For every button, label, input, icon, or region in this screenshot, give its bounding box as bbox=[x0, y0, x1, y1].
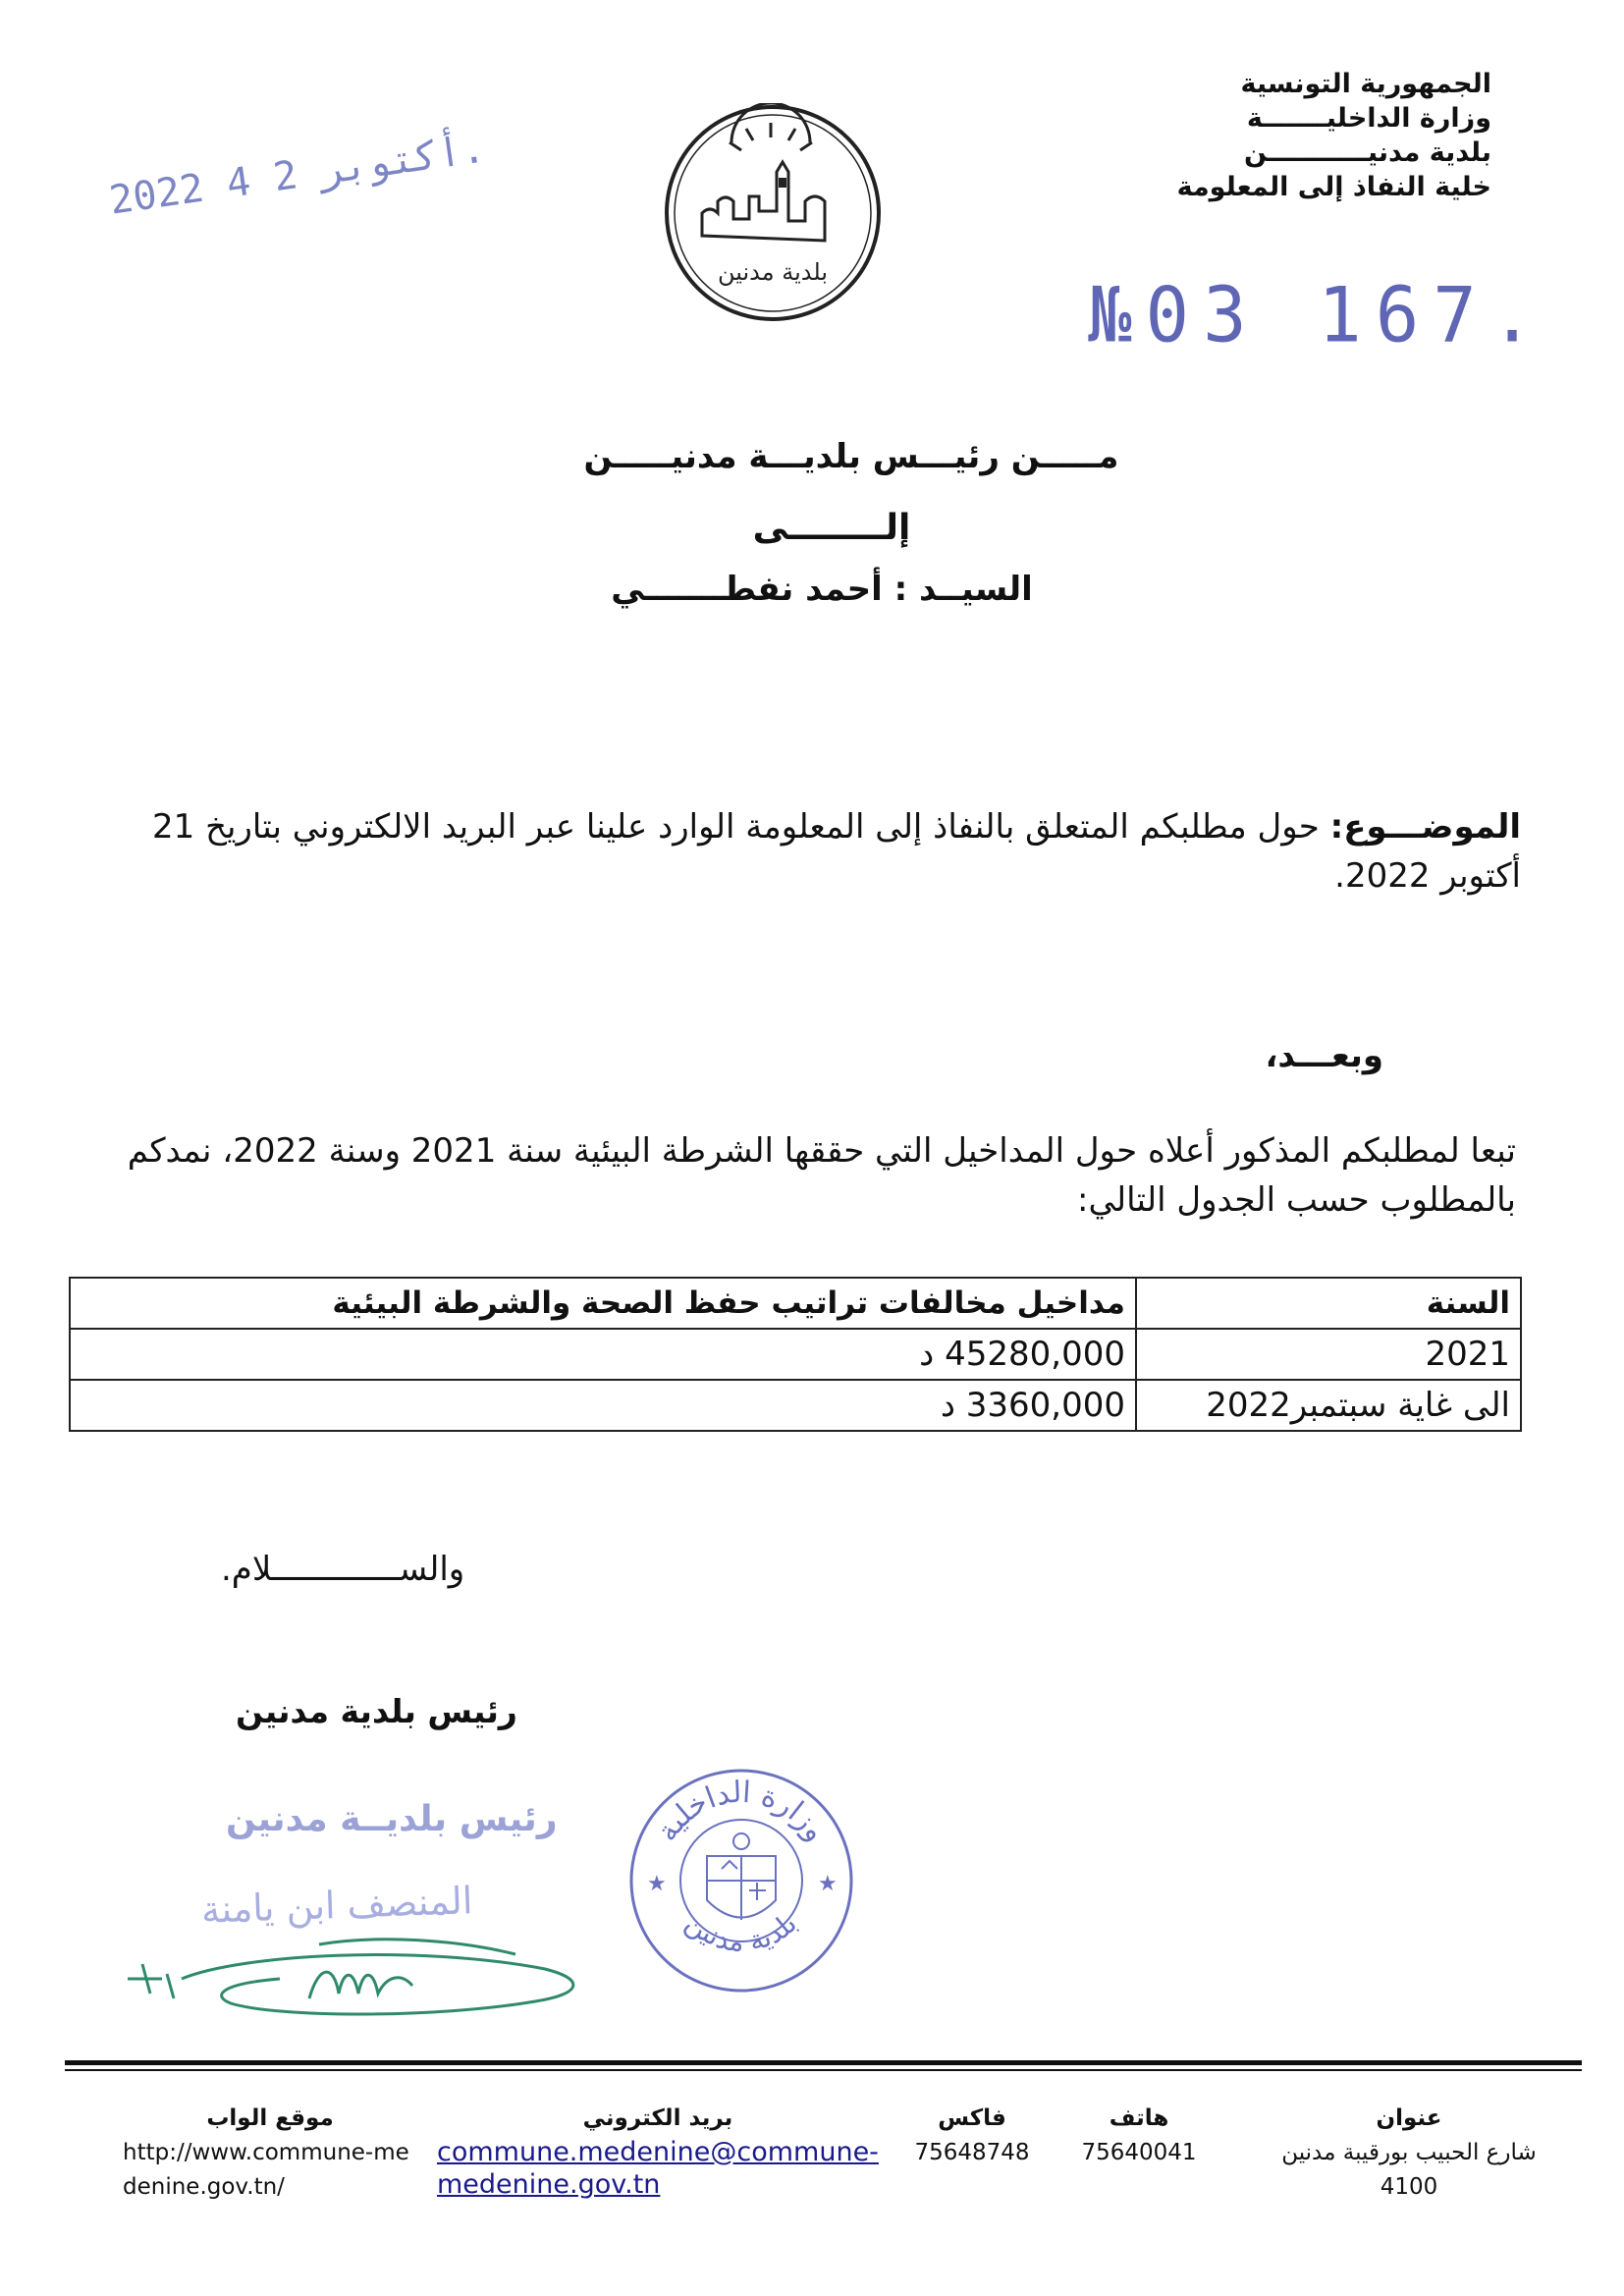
seal-top-text: وزارة الداخلية bbox=[649, 1775, 834, 1848]
footer-fax-value: 75648748 bbox=[914, 2140, 1030, 2165]
department-name: خلية النفاذ إلى المعلومة bbox=[1176, 172, 1491, 202]
footer-email-link[interactable]: commune.medenine@commune-medenine.gov.tn bbox=[437, 2137, 879, 2200]
table-cell-revenue: 3360,000 د bbox=[70, 1380, 1136, 1431]
footer-phone-value: 75640041 bbox=[1081, 2140, 1197, 2165]
footer-email bbox=[437, 2102, 879, 2201]
footer-address-value: شارع الحبيب بورقيبة مدنين 4100 bbox=[1281, 2140, 1537, 2200]
signature-stamp-name: المنصف ابن يامنة bbox=[200, 1879, 474, 1932]
table-cell-year: الى غاية سبتمبر2022 bbox=[1136, 1380, 1521, 1431]
table-cell-revenue: 45280,000 د bbox=[70, 1329, 1136, 1380]
from-line: مـــــن رئيـــس بلديـــة مدنيـــــن bbox=[583, 437, 1119, 476]
closing-salutation: والســـــــــــــلام. bbox=[221, 1550, 465, 1589]
footer-fax bbox=[898, 2102, 1046, 2170]
recipient-line: السيــد : أحمد نفطـــــــي bbox=[611, 570, 1033, 609]
footer-phone-label: هاتف bbox=[1109, 2105, 1169, 2131]
subject-label: الموضـــوع: bbox=[1329, 807, 1521, 847]
table-row bbox=[70, 1380, 1521, 1431]
body-paragraph: تبعا لمطلبكم المذكور أعلاه حول المداخيل التي حققها الشرطة البيئية سنة 2021 وسنة 2022، نمدكم بالمطلوب حسب الجدول التالي: bbox=[127, 1131, 1516, 1220]
to-line: إلــــــــى bbox=[752, 508, 911, 548]
svg-text:وزارة الداخلية bbox=[650, 1776, 834, 1848]
logo-caption: بلدية مدنين bbox=[717, 258, 829, 286]
greeting: وبعـــد، bbox=[1265, 1036, 1383, 1075]
signature-stamp-title: رئيس بلديــة مدنين bbox=[226, 1799, 558, 1839]
footer-address bbox=[1262, 2102, 1556, 2205]
seal-bottom-text: بلدية مدنين bbox=[678, 1906, 804, 1958]
received-date-stamp: 2022 أكتوبر 2 4. bbox=[106, 126, 488, 224]
municipality-logo bbox=[663, 103, 884, 324]
footer-website-link[interactable]: http://www.commune-medenine.gov.tn/ bbox=[123, 2140, 409, 2200]
star-icon: ★ bbox=[818, 1872, 838, 1896]
footer-divider bbox=[65, 2060, 1582, 2065]
ministry-name: وزارة الداخليـــــــة bbox=[1246, 103, 1491, 134]
letterhead bbox=[1079, 67, 1491, 204]
signer-title: رئيس بلدية مدنين bbox=[236, 1692, 517, 1730]
star-icon: ★ bbox=[647, 1872, 667, 1896]
table-header-row bbox=[70, 1278, 1521, 1329]
footer-address-label: عنوان bbox=[1376, 2105, 1442, 2131]
revenue-table bbox=[69, 1277, 1522, 1432]
municipality-name: بلدية مدنيـــــــــــن bbox=[1244, 137, 1491, 168]
coat-of-arms-icon bbox=[707, 1833, 776, 1920]
table-cell-year: 2021 bbox=[1136, 1329, 1521, 1380]
official-seal bbox=[623, 1763, 859, 1998]
footer-fax-label: فاكس bbox=[938, 2105, 1006, 2131]
table-header-year: السنة bbox=[1136, 1278, 1521, 1329]
footer-email-label: بريد الكتروني bbox=[582, 2105, 733, 2131]
reference-number-stamp: №03 167. bbox=[1088, 270, 1548, 360]
footer-website bbox=[123, 2102, 417, 2205]
footer-website-label: موقع الواب bbox=[206, 2105, 334, 2131]
handwritten-signature bbox=[123, 1925, 594, 2033]
footer-phone bbox=[1070, 2102, 1208, 2170]
subject-paragraph bbox=[68, 802, 1521, 901]
subject-text: حول مطلبكم المتعلق بالنفاذ إلى المعلومة الوارد علينا عبر البريد الالكتروني بتاريخ 21 أكتوبر 2022. bbox=[152, 807, 1521, 896]
footer-divider bbox=[65, 2069, 1582, 2071]
table-header-revenue: مداخيل مخالفات تراتيب حفظ الصحة والشرطة البيئية bbox=[70, 1278, 1136, 1329]
table-row bbox=[70, 1329, 1521, 1380]
republic-name: الجمهورية التونسية bbox=[1240, 69, 1491, 99]
